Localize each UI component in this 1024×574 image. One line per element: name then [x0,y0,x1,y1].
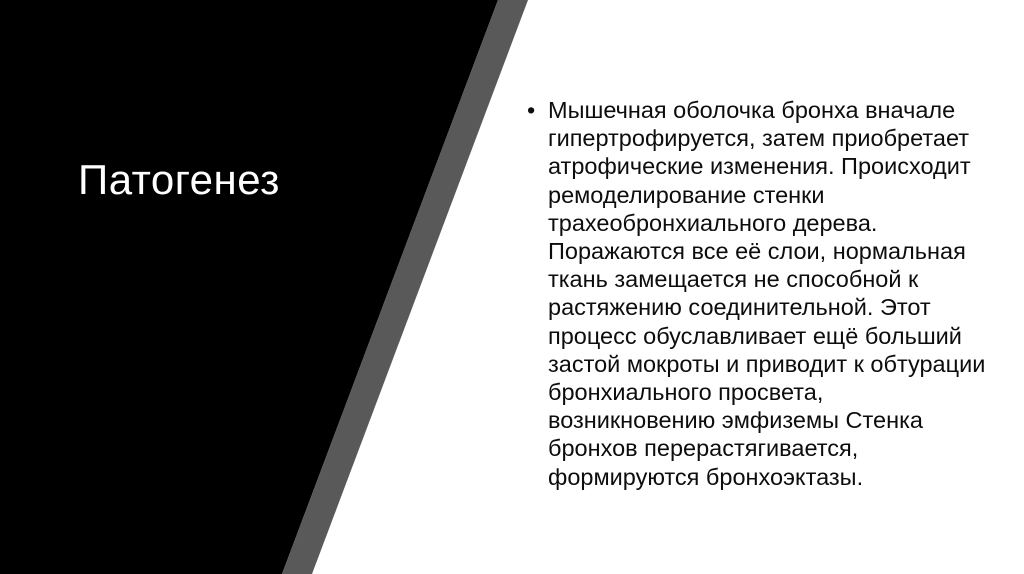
body-line: растяжению соединительной. Этот [548,294,931,321]
body-line: возникновению эмфиземы Стенка [548,407,923,434]
body-line: ремоделирование стенки [548,181,825,208]
body-line: Мышечная оболочка бронха вначале [548,97,956,123]
body-line: формируются бронхоэктазы. [548,463,864,490]
body-line: трахеобронхиального дерева. [548,209,878,236]
body-text-block [527,96,1000,491]
body-line: процесс обуславливает ещё больший [548,322,962,349]
slide-title: Патогенез [78,156,280,203]
body-line: бронхов перерастягивается, [548,435,859,462]
body-line: застой мокроты и приводит к обтурации [548,350,986,377]
body-line: гипертрофируется, затем приобретает [548,125,970,152]
body-line: атрофические изменения. Происходит [548,153,971,180]
body-line: Поражаются все её слои, нормальная [548,238,966,265]
body-line: ткань замещается не способной к [548,266,919,293]
body-line: бронхиального просвета, [548,379,824,406]
bullet-marker: • [527,97,536,123]
